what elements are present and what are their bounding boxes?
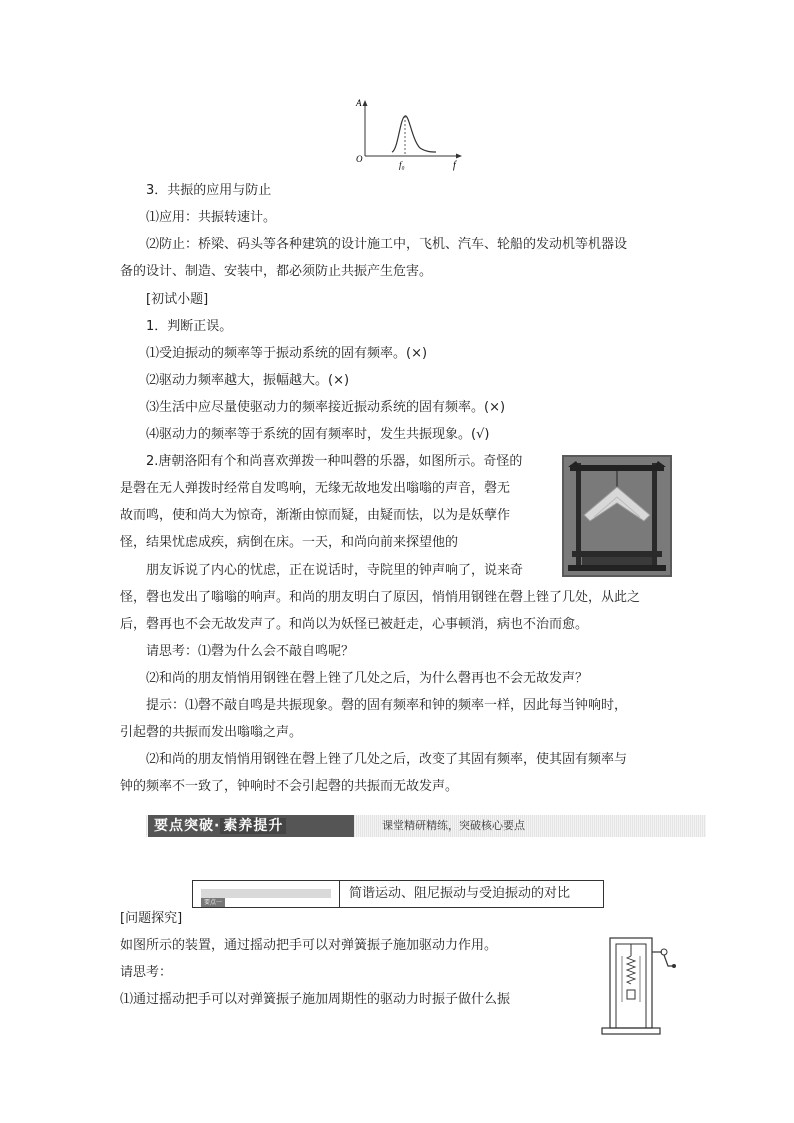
chime-stone-photo	[562, 455, 672, 577]
hint-1-line1: 提示：⑴磬不敲自鸣是共振现象。磬的固有频率和钟的频率一样，因此每当钟响时，	[146, 698, 628, 713]
resonance-curve	[392, 116, 436, 152]
explore-label: [问题探究]	[120, 911, 183, 926]
quiz-label: [初试小题]	[146, 292, 209, 307]
topic-divider	[339, 881, 340, 907]
banner-title-a: 要点突破	[154, 818, 214, 834]
quiz-statement-1: ⑴受迫振动的频率等于振动系统的固有频率。(×)	[146, 346, 428, 361]
section-heading: 3．共振的应用与防止	[146, 183, 272, 198]
banner-subtitle: 课堂精研精练，突破核心要点	[382, 819, 525, 832]
quiz-question-1: 1．判断正误。	[146, 319, 233, 334]
axis-label-a: A	[356, 98, 362, 108]
topic-tag	[201, 889, 331, 906]
banner-title-b: 素养提升	[220, 818, 286, 834]
quiz-statement-3: ⑶生活中应尽量使驱动力的频率接近振动系统的固有频率。(×)	[146, 400, 506, 415]
story-line-5: 朋友诉说了内心的忧虑，正在说话时，寺院里的钟声响了，说来奇	[146, 563, 524, 578]
y-axis-arrow	[363, 100, 368, 106]
f0-label: f₀	[399, 160, 405, 170]
story-line-2: 是磬在无人弹拨时经常自发鸣响，无缘无故地发出嗡嗡的声音，磬无	[120, 481, 511, 496]
topic-title: 简谐运动、阻尼振动与受迫振动的对比	[349, 886, 571, 901]
story-line-6: 怪，磬也发出了嗡嗡的响声。和尚的朋友明白了原因，悄悄用钢锉在磬上锉了几处，从此之	[120, 590, 641, 605]
topic-box	[192, 880, 604, 908]
hint-1-line2: 引起磬的共振而发出嗡嗡之声。	[120, 725, 303, 740]
resonance-curve-graph	[352, 96, 472, 174]
story-line-7: 后，磬再也不会无故发声了。和尚以为妖怪已被赶走，心事顿消，病也不治而愈。	[120, 617, 589, 632]
hint-2-line1: ⑵和尚的朋友悄悄用钢锉在磬上锉了几处之后，改变了其固有频率，使其固有频率与	[146, 752, 628, 767]
think-question-1: 请思考：⑴磬为什么会不敲自鸣呢？	[146, 644, 355, 659]
prevention-item-line1: ⑵防止：桥梁、码头等各种建筑的设计施工中，飞机、汽车、轮船的发动机等机器设	[146, 237, 628, 252]
application-item: ⑴应用：共振转速计。	[146, 210, 277, 225]
hint-2-line2: 钟的频率不一致了，钟响时不会引起磬的共振而无故发声。	[120, 779, 459, 794]
banner-title	[148, 815, 354, 837]
story-line-4: 怪，结果忧虑成疾，病倒在床。一天，和尚向前来探望他的	[120, 535, 459, 550]
axis-label-f: f	[453, 160, 456, 171]
spring-oscillator-apparatus	[600, 932, 678, 1038]
quiz-statement-2: ⑵驱动力频率越大，振幅越大。(×)	[146, 373, 350, 388]
topic-tag-label: 要点一	[201, 898, 225, 907]
origin-label: O	[356, 154, 363, 164]
think-question-2: ⑵和尚的朋友悄悄用钢锉在磬上锉了几处之后，为什么磬再也不会无故发声？	[146, 671, 589, 686]
quiz-statement-4: ⑷驱动力的频率等于系统的固有频率时，发生共振现象。(√)	[146, 427, 490, 442]
banner-dot: ·	[214, 818, 221, 834]
story-line-3: 故而鸣，使和尚大为惊奇，渐渐由惊而疑，由疑而怯，以为是妖孽作	[120, 508, 511, 523]
story-line-1: 2.唐朝洛阳有个和尚喜欢弹拨一种叫磬的乐器，如图所示。奇怪的	[146, 454, 523, 469]
explore-line-2: 请思考：	[120, 965, 173, 980]
x-axis-arrow	[456, 154, 462, 159]
explore-line-1: 如图所示的装置，通过摇动把手可以对弹簧振子施加驱动力作用。	[120, 938, 498, 953]
section-banner	[146, 815, 706, 837]
explore-line-3: ⑴通过摇动把手可以对弹簧振子施加周期性的驱动力时振子做什么振	[120, 992, 511, 1007]
prevention-item-line2: 备的设计、制造、安装中，都必须防止共振产生危害。	[120, 264, 433, 279]
